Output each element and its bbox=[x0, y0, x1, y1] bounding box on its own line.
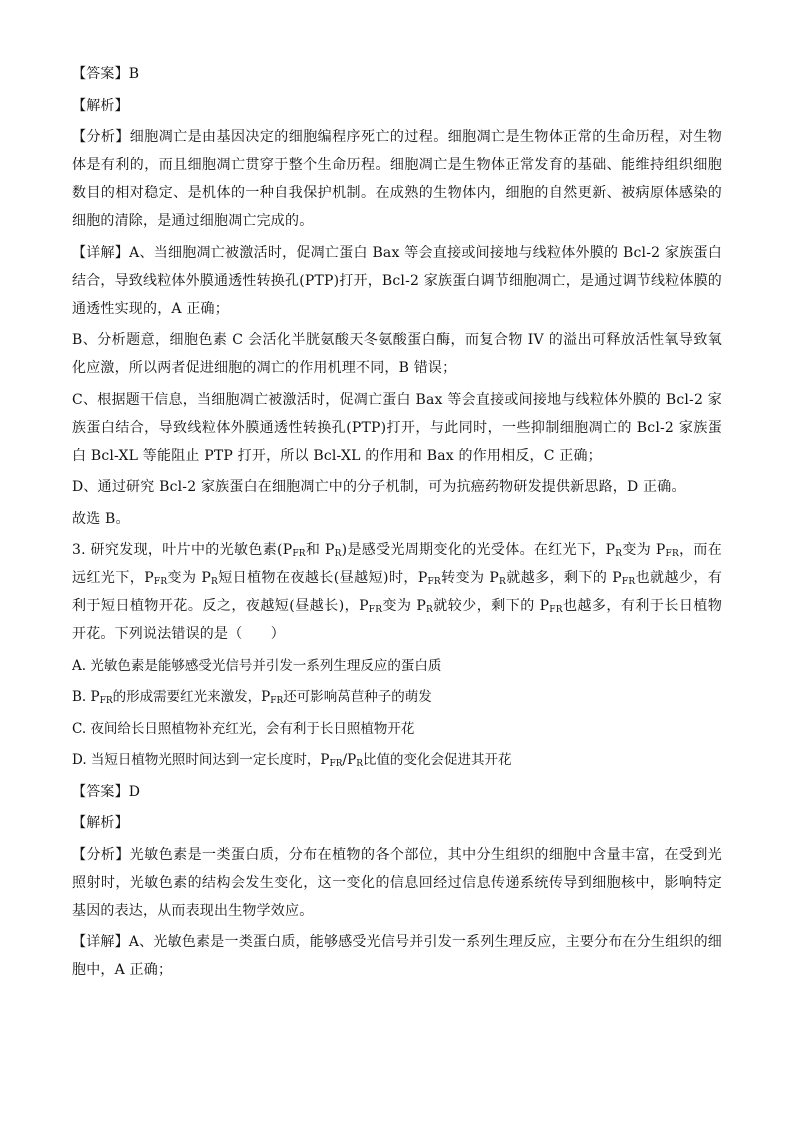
q2-answer: 【答案】B bbox=[72, 66, 140, 82]
q3-option-c: C. 夜间给长日照植物补充红光，会有利于长日照植物开花 bbox=[72, 720, 415, 737]
q3-question-stem: 3. 研究发现，叶片中的光敏色素($P_{FR}$和 $P_R$)是感受光周期变化的光受体。在红光下，$P_R$变为 $P_{FR}$，而在远红光下，$P_{FR}$变为 $P_R$短日植物在夜越长(昼越短)时，$P_{FR}$转变为 $P_R$就越多，剩下的 $P_{FR}$也就越少，有利于短日植物开花。反之，夜越短(昼越长)，$P_{FR}$变为 $P_R$就较少，剩下的 $P_{FR}$也越多，有利于长日植物开花。下列说法错误的是（ ） bbox=[72, 542, 723, 642]
q2-analysis-heading: 【解析】 bbox=[72, 97, 129, 114]
q2-analysis-fenxi: 【分析】细胞凋亡是由基因决定的细胞编程序死亡的过程。细胞凋亡是生物体正常的生命历程，对生物体是有利的，而且细胞凋亡贯穿于整个生命历程。细胞凋亡是生物体正常发育的基础、能维持组织细胞数目的相对稳定、是机体的一种自我保护机制。在成熟的生物体内，细胞的自然更新、被病原体感染的细胞的清除，是通过细胞凋亡完成的。 bbox=[72, 129, 722, 229]
q3-analysis-heading: 【解析】 bbox=[72, 815, 129, 831]
q2-option-b-explanation: B、分析题意，细胞色素 C 会活化半胱氨酸天冬氨酸蛋白酶，而复合物 IV 的溢出可释放活性氧导致氧化应激，所以两者促进细胞的凋亡的作用机理不同，B 错误； bbox=[72, 332, 722, 376]
document-page bbox=[72, 60, 722, 988]
q2-conclusion: 故选 B。 bbox=[72, 510, 130, 527]
q3-answer: 【答案】D bbox=[72, 783, 141, 800]
q3-option-b: B. $P_{FR}$的形成需要红光来激发，$P_{FR}$还可影响莴苣种子的萌发 bbox=[72, 689, 432, 706]
q2-analysis-xiangjie: 【详解】A、当细胞凋亡被激活时，促凋亡蛋白 Bax 等会直接或间接地与线粒体外膜的 Bcl-2 家族蛋白结合，导致线粒体外膜通透性转换孔(PTP)打开，Bcl-2 家族蛋白调节细胞凋亡，是通过调节线粒体膜的通透性实现的，A 正确； bbox=[72, 244, 722, 317]
q3-analysis-xiangjie: 【详解】A、光敏色素是一类蛋白质，能够感受光信号并引发一系列生理反应，主要分布在分生组织的细胞中，A 正确； bbox=[72, 934, 722, 978]
q2-option-d-explanation: D、通过研究 Bcl-2 家族蛋白在细胞凋亡中的分子机制，可为抗癌药物研发提供新思路，D 正确。 bbox=[72, 479, 686, 495]
q3-analysis-fenxi: 【分析】光敏色素是一类蛋白质，分布在植物的各个部位，其中分生组织的细胞中含量丰富，在受到光照射时，光敏色素的结构会发生变化，这一变化的信息回经过信息传递系统传导到细胞核中，影响特定基因的表达，从而表现出生物学效应。 bbox=[72, 846, 722, 919]
q3-option-d: D. 当短日植物光照时间达到一定长度时，$P_{FR}/P_R$比值的变化会促进其开花 bbox=[72, 752, 512, 769]
q3-option-a: A. 光敏色素是能够感受光信号并引发一系列生理反应的蛋白质 bbox=[72, 657, 442, 674]
q2-option-c-explanation: C、根据题干信息，当细胞凋亡被激活时，促凋亡蛋白 Bax 等会直接或间接地与线粒体外膜的 Bcl-2 家族蛋白结合，导致线粒体外膜通透性转换孔(PTP)打开，与此同时，一些抑制细胞凋亡的 Bcl-2 家族蛋白 Bcl-XL 等能阻止 PTP 打开，所以 Bcl-XL 的作用和 Bax 的作用相反，C 正确； bbox=[72, 391, 722, 464]
